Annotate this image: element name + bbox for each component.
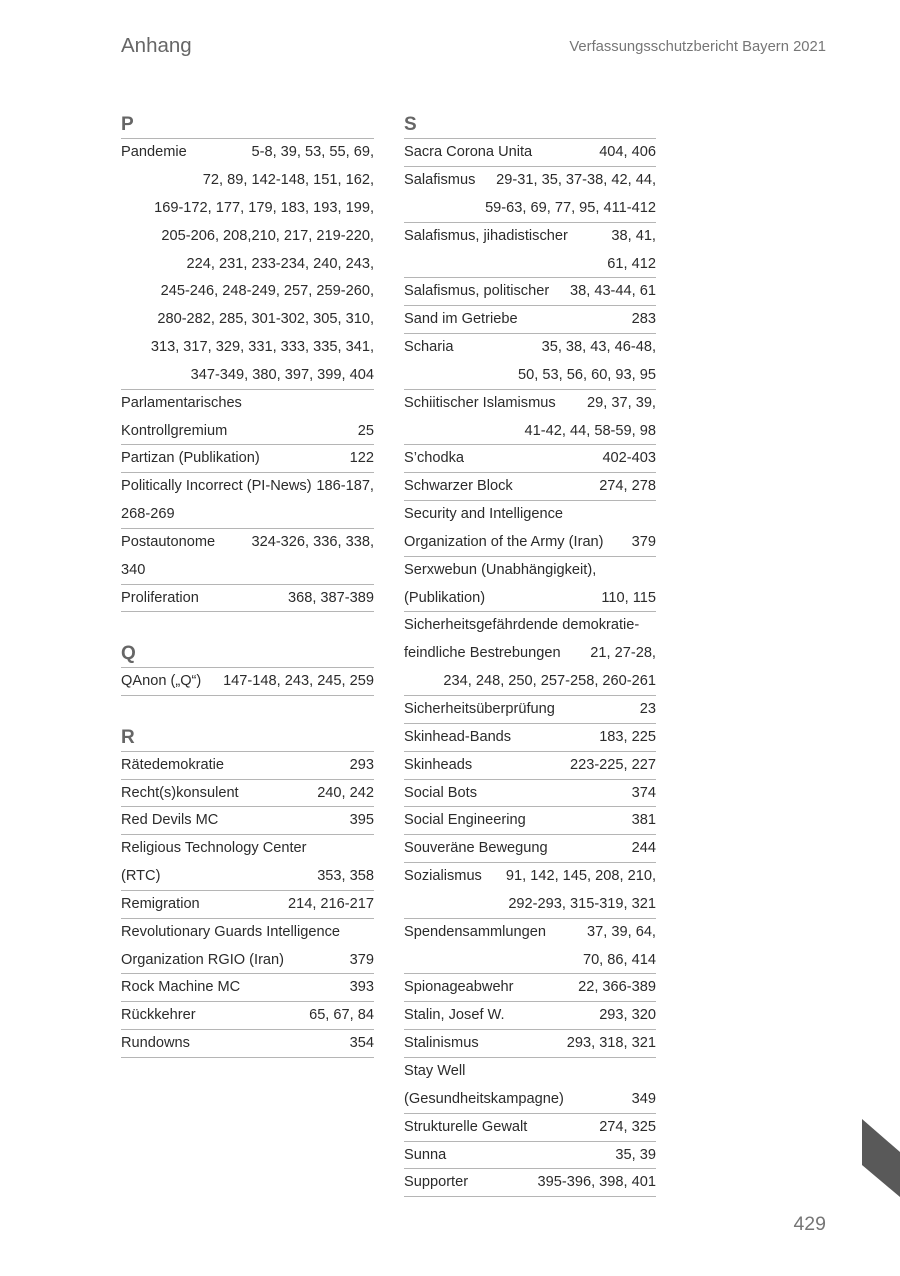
entry-pages: 50, 53, 56, 60, 93, 95 [518,366,656,383]
entry-pages: 240, 242 [317,784,374,801]
index-entry [404,752,656,780]
index-entry [121,585,374,613]
entry-pages: 21, 27-28, [590,645,656,662]
entry-pages: 381 [631,812,656,829]
index-entry [404,390,656,446]
entry-term: Revolutionary Guards Intelligence [121,923,341,940]
index-entry [404,724,656,752]
entry-line [404,501,656,529]
index-entry [121,473,374,529]
running-head-chapter: Anhang [121,34,192,57]
index-section-s [404,111,656,1197]
entry-line [121,835,374,863]
entry-pages: 205-206, 208,210, 217, 219-220, [161,227,374,244]
index-entry [121,919,374,975]
index-entry [404,1002,656,1030]
entry-line [404,557,656,585]
entry-line [404,195,656,223]
index-entry [404,835,656,863]
entry-line [404,223,656,251]
entry-pages: 41-42, 44, 58-59, 98 [524,422,656,439]
section-letter-heading: P [121,111,374,139]
entry-line [404,1142,656,1170]
entry-term: feindliche Bestrebungen [404,645,561,662]
index-entry [121,1002,374,1030]
entry-term: Sand im Getriebe [404,311,518,328]
entry-line [121,557,374,585]
entry-pages: 23 [639,701,656,718]
entry-line [404,1086,656,1114]
entry-term: Schiitischer Islamismus [404,394,556,411]
index-entry [404,1030,656,1058]
entry-term: Scharia [404,339,454,356]
entry-term: Spendensammlungen [404,923,546,940]
entry-pages: 35, 38, 43, 46-48, [541,339,656,356]
entry-line [121,807,374,835]
entry-line [404,362,656,390]
entry-pages: 340 [121,561,146,578]
entry-pages: 38, 43-44, 61 [569,283,656,300]
section-letter-heading: Q [121,640,374,668]
index-entry [121,891,374,919]
entry-line [121,947,374,975]
entry-term: Strukturelle Gewalt [404,1118,528,1135]
entry-pages: 91, 142, 145, 208, 210, [505,868,656,885]
entry-pages: 29, 37, 39, [587,394,656,411]
entry-pages: 283 [631,311,656,328]
entry-pages: 122 [349,450,374,467]
entry-pages: 368, 387-389 [287,589,374,606]
entry-line [121,529,374,557]
entry-line [404,863,656,891]
entry-pages: 395-396, 398, 401 [537,1174,656,1191]
index-entry [121,529,374,585]
index-section-p [121,111,374,612]
entry-line [121,501,374,529]
entry-line [404,445,656,473]
entry-line [121,195,374,223]
index-entry [404,863,656,919]
index-entry [121,807,374,835]
entry-line [121,1030,374,1058]
entry-term: Postautonome [121,533,216,550]
chapter-tab-shape [862,1119,900,1197]
entry-term: Rückkehrer [121,1007,196,1024]
entry-line [121,418,374,446]
entry-pages: 29-31, 35, 37-38, 42, 44, [496,171,656,188]
entry-line [121,362,374,390]
entry-term: Skinhead-Bands [404,728,512,745]
index-entry [404,278,656,306]
index-entry [121,752,374,780]
entry-line [404,278,656,306]
entry-term: Serxwebun (Unabhängigkeit), [404,561,597,578]
index-entry [121,445,374,473]
entry-term: S’chodka [404,450,465,467]
entry-pages: 223-225, 227 [569,756,656,773]
entry-line [404,891,656,919]
entry-pages: 245-246, 248-249, 257, 259-260, [160,283,374,300]
index-entry [404,974,656,1002]
entry-line [121,473,374,501]
entry-term: Rock Machine MC [121,979,241,996]
entry-line [404,807,656,835]
entry-pages: 110, 115 [601,589,656,606]
entry-pages: 224, 231, 233-234, 240, 243, [186,255,374,272]
entry-pages: 293, 320 [599,1007,656,1024]
entry-pages: 349 [631,1090,656,1107]
entry-term: Spionageabwehr [404,979,514,996]
index-entry [404,1058,656,1114]
entry-term: QAnon („Q“) [121,673,202,690]
entry-pages: 374 [631,784,656,801]
entry-line [121,585,374,613]
entry-pages: 274, 278 [599,478,656,495]
entry-line [121,390,374,418]
entry-pages: 293, 318, 321 [566,1035,656,1052]
entry-term: Security and Intelligence [404,506,564,523]
entry-line [404,612,656,640]
entry-term: (Publikation) [404,589,486,606]
entry-line [121,334,374,362]
index-entry [404,696,656,724]
entry-term: Parlamentarisches [121,394,242,411]
index-entry [121,390,374,446]
index-entry [121,974,374,1002]
entry-line [404,835,656,863]
entry-pages: 37, 39, 64, [587,923,656,940]
entry-pages: 186-187, [316,478,374,495]
entry-pages: 234, 248, 250, 257-258, 260-261 [443,673,656,690]
entry-line [404,390,656,418]
entry-line [121,1002,374,1030]
entry-pages: 244 [631,840,656,857]
entry-line [404,668,656,696]
index-entry [404,780,656,808]
entry-line [121,139,374,167]
entry-pages: 353, 358 [317,868,374,885]
section-letter-heading: R [121,724,374,752]
index-entry [404,306,656,334]
entry-pages: 393 [349,979,374,996]
entry-pages: 354 [349,1035,374,1052]
entry-term: Souveräne Bewegung [404,840,548,857]
index-column-left [121,111,374,1058]
index-entry [404,1114,656,1142]
index-entry [404,807,656,835]
entry-pages: 404, 406 [599,144,656,161]
running-head-publication: Verfassungsschutzbericht Bayern 2021 [569,39,826,55]
entry-term: (Gesundheitskampagne) [404,1090,564,1107]
entry-line [404,780,656,808]
entry-line [404,947,656,975]
entry-line [404,1030,656,1058]
index-entry [404,334,656,390]
index-entry [404,223,656,279]
entry-term: Religious Technology Center [121,840,307,857]
entry-pages: 293 [349,756,374,773]
entry-pages: 395 [349,812,374,829]
entry-pages: 22, 366-389 [578,979,656,996]
index-entry [121,835,374,891]
entry-pages: 25 [357,422,374,439]
entry-pages: 324-326, 336, 338, [251,533,374,550]
entry-pages: 169-172, 177, 179, 183, 193, 199, [154,199,374,216]
entry-line [404,418,656,446]
entry-term: Sacra Corona Unita [404,144,533,161]
entry-pages: 5-8, 39, 53, 55, 69, [251,144,374,161]
entry-term: Remigration [121,895,200,912]
entry-term: Sicherheitsgefährdende demokratie- [404,617,640,634]
entry-term: Salafismus [404,171,476,188]
entry-pages: 38, 41, [611,227,656,244]
index-entry [404,167,656,223]
entry-pages: 268-269 [121,506,175,523]
entry-line [404,974,656,1002]
section-letter-heading: S [404,111,656,139]
entry-line [121,223,374,251]
entry-line [121,780,374,808]
entry-line [404,167,656,195]
index-entry [404,501,656,557]
entry-pages: 35, 39 [615,1146,656,1163]
entry-term: Kontrollgremium [121,422,228,439]
entry-term: Social Bots [404,784,478,801]
entry-pages: 402-403 [602,450,656,467]
entry-term: Sicherheitsüberprüfung [404,701,555,718]
page-number: 429 [793,1213,826,1235]
entry-pages: 147-148, 243, 245, 259 [223,673,374,690]
entry-pages: 72, 89, 142-148, 151, 162, [202,171,374,188]
index-section-r [121,724,374,1058]
index-entry [121,668,374,696]
entry-term: Social Engineering [404,812,526,829]
index-entry [404,557,656,613]
entry-term: Salafismus, politischer [404,283,550,300]
entry-term: Red Devils MC [121,812,219,829]
index-entry [121,1030,374,1058]
entry-term: Partizan (Publikation) [121,450,260,467]
entry-line [404,752,656,780]
entry-term: Politically Incorrect (PI-News) [121,478,312,495]
entry-pages: 379 [349,951,374,968]
entry-line [121,863,374,891]
entry-line [121,974,374,1002]
entry-term: Rundowns [121,1035,190,1052]
entry-line [404,724,656,752]
entry-pages: 379 [631,533,656,550]
index-entry [404,919,656,975]
entry-pages: 214, 216-217 [287,895,374,912]
entry-pages: 280-282, 285, 301-302, 305, 310, [157,311,374,328]
entry-line [404,696,656,724]
entry-pages: 183, 225 [599,728,656,745]
entry-pages: 65, 67, 84 [309,1007,374,1024]
entry-line [404,473,656,501]
index-entry [404,445,656,473]
entry-term: Stay Well [404,1062,466,1079]
entry-term: Sunna [404,1146,447,1163]
entry-term: Organization of the Army (Iran) [404,533,604,550]
entry-line [121,445,374,473]
entry-line [404,251,656,279]
entry-line [404,585,656,613]
entry-pages: 61, 412 [607,255,656,272]
entry-line [404,139,656,167]
entry-term: Skinheads [404,756,473,773]
entry-line [121,668,374,696]
entry-line [404,919,656,947]
entry-line [404,1002,656,1030]
entry-term: Salafismus, jihadistischer [404,227,568,244]
entry-term: Sozialismus [404,868,482,885]
entry-pages: 274, 325 [599,1118,656,1135]
entry-term: Proliferation [121,589,199,606]
entry-line [121,752,374,780]
entry-line [121,306,374,334]
entry-pages: 313, 317, 329, 331, 333, 335, 341, [150,339,374,356]
entry-line [404,306,656,334]
index-entry [404,139,656,167]
entry-line [121,919,374,947]
entry-pages: 70, 86, 414 [582,951,656,968]
entry-term: Schwarzer Block [404,478,513,495]
entry-pages: 59-63, 69, 77, 95, 411-412 [485,199,656,216]
entry-line [404,1058,656,1086]
entry-pages: 347-349, 380, 397, 399, 404 [190,366,374,383]
entry-line [121,251,374,279]
entry-line [404,529,656,557]
entry-line [121,278,374,306]
index-entry [404,473,656,501]
entry-term: Rätedemokratie [121,756,225,773]
entry-line [404,334,656,362]
entry-line [121,891,374,919]
chapter-tab-marker [862,1119,900,1197]
entry-line [404,640,656,668]
entry-term: (RTC) [121,868,161,885]
entry-term: Pandemie [121,144,187,161]
entry-term: Stalin, Josef W. [404,1007,505,1024]
index-entry [121,139,374,390]
index-column-right [404,111,656,1197]
entry-term: Stalinismus [404,1035,479,1052]
index-entry [404,612,656,696]
index-entry [121,780,374,808]
index-entry [404,1169,656,1197]
entry-line [121,167,374,195]
entry-line [404,1169,656,1197]
entry-term: Recht(s)konsulent [121,784,239,801]
entry-term: Supporter [404,1174,469,1191]
entry-term: Organization RGIO (Iran) [121,951,285,968]
index-entry [404,1142,656,1170]
entry-pages: 292-293, 315-319, 321 [508,895,656,912]
entry-line [404,1114,656,1142]
index-section-q [121,640,374,696]
